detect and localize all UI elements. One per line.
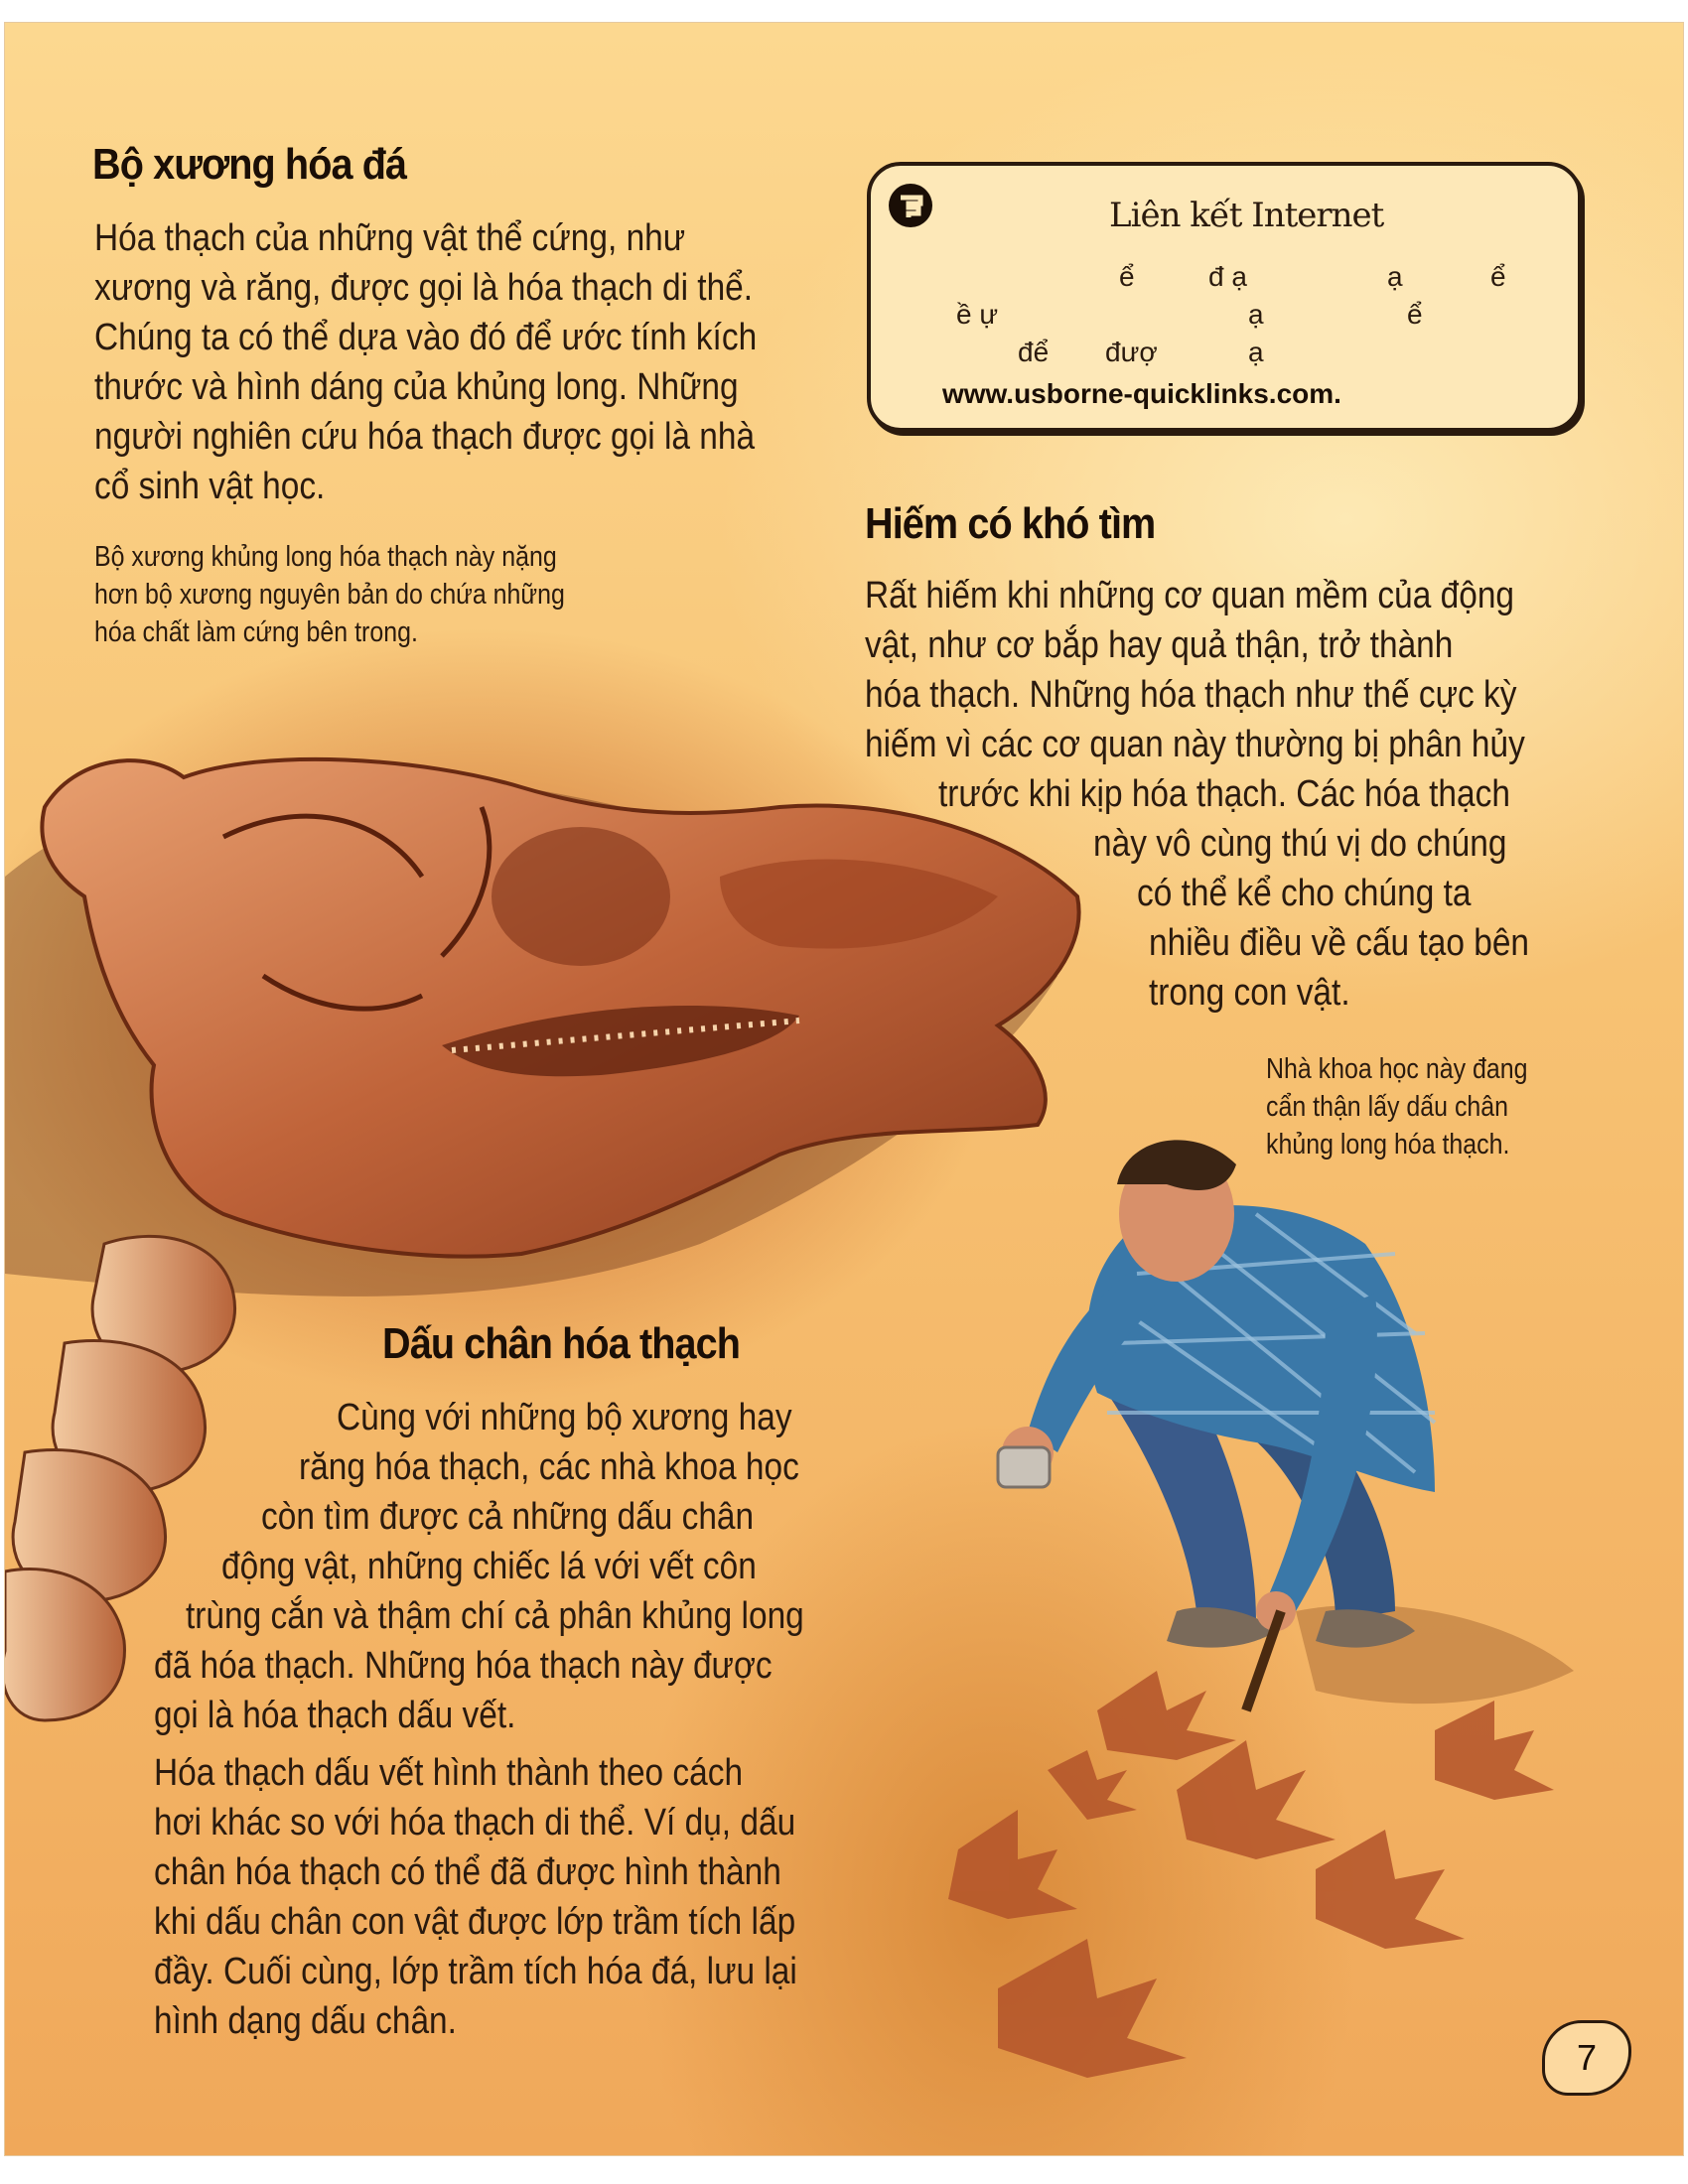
text-line: còn tìm được cả những dấu chân	[261, 1496, 755, 1538]
text-line: thước và hình dáng của khủng long. Những	[94, 366, 739, 408]
caption-line: hóa chất làm cứng bên trong.	[94, 616, 418, 648]
link-text-fragment: đượ	[1105, 337, 1158, 367]
caption-line: Bộ xương khủng long hóa thạch này nặng	[94, 541, 557, 573]
link-text-fragment: để	[1018, 337, 1050, 367]
text-line: Chúng ta có thể dựa vào đó để ước tính kích	[94, 317, 758, 358]
caption-line: cẩn thận lấy dấu chân	[1266, 1091, 1509, 1123]
page-number: 7	[1577, 2037, 1598, 2078]
text-line: đầy. Cuối cùng, lớp trầm tích hóa đá, lưu lại	[154, 1951, 797, 1992]
internet-link-box	[867, 162, 1582, 432]
text-line: xương và răng, được gọi là hóa thạch di thể.	[94, 267, 754, 309]
text-line: Rất hiếm khi những cơ quan mềm của động	[865, 575, 1515, 616]
link-text-fragment: đ ạ	[1208, 261, 1247, 292]
text-line: động vật, những chiếc lá với vết côn	[221, 1546, 757, 1587]
heading-fossil-footprints: Dấu chân hóa thạch	[382, 1319, 741, 1368]
text-line: hình dạng dấu chân.	[154, 2000, 457, 2042]
text-line: trùng cắn và thậm chí cả phân khủng long	[186, 1595, 804, 1637]
heading-rare-fossils: Hiếm có khó tìm	[865, 499, 1156, 548]
quicklinks-url[interactable]: www.usborne-quicklinks.com.	[942, 378, 1341, 409]
text-line: cổ sinh vật học.	[94, 466, 326, 507]
link-text-fragment: ề ự	[956, 299, 999, 330]
text-line: hơi khác so với hóa thạch di thể. Ví dụ, dấu	[154, 1802, 796, 1843]
text-line: trước khi kịp hóa thạch. Các hóa thạch	[938, 773, 1510, 815]
text-line: răng hóa thạch, các nhà khoa học	[299, 1446, 799, 1488]
text-line: chân hóa thạch có thể đã được hình thành	[154, 1851, 781, 1893]
link-text-fragment: ạ	[1387, 261, 1403, 292]
text-line: hóa thạch. Những hóa thạch như thế cực kỳ	[865, 674, 1517, 716]
text-line: trong con vật.	[1149, 972, 1350, 1014]
text-line: vật, như cơ bắp hay quả thận, trở thành	[865, 624, 1454, 666]
caption-line: khủng long hóa thạch.	[1266, 1129, 1510, 1160]
text-line: khi dấu chân con vật được lớp trầm tích lấp	[154, 1901, 796, 1943]
text-line: hiếm vì các cơ quan này thường bị phân hủy	[865, 724, 1525, 765]
internet-link-icon	[889, 184, 932, 227]
link-text-fragment: ạ	[1248, 299, 1264, 330]
text-line: người nghiên cứu hóa thạch được gọi là nhà	[94, 416, 756, 458]
link-text-fragment: ạ	[1248, 337, 1264, 367]
book-page	[4, 22, 1684, 2156]
internet-link-title: Liên kết Internet	[1109, 196, 1384, 235]
text-line: Cùng với những bộ xương hay	[337, 1397, 792, 1438]
text-line: có thể kể cho chúng ta	[1137, 873, 1472, 914]
caption-line: Nhà khoa học này đang	[1266, 1053, 1528, 1085]
link-text-fragment: ể	[1490, 261, 1506, 292]
text-line: này vô cùng thú vị do chúng	[1093, 823, 1507, 865]
link-text-fragment: ể	[1407, 299, 1423, 330]
text-line: nhiều điều về cấu tạo bên	[1149, 922, 1530, 964]
dinosaur-footprints	[948, 1671, 1554, 2078]
scientist-figure	[998, 1140, 1435, 1710]
heading-fossil-bones: Bộ xương hóa đá	[92, 140, 407, 189]
text-line: đã hóa thạch. Những hóa thạch này được	[154, 1645, 773, 1687]
link-text-fragment: ể	[1119, 261, 1135, 292]
text-line: Hóa thạch của những vật thể cứng, như	[94, 217, 686, 259]
text-line: Hóa thạch dấu vết hình thành theo cách	[154, 1752, 744, 1794]
text-line: gọi là hóa thạch dấu vết.	[154, 1695, 516, 1736]
caption-line: hơn bộ xương nguyên bản do chứa những	[94, 579, 565, 611]
